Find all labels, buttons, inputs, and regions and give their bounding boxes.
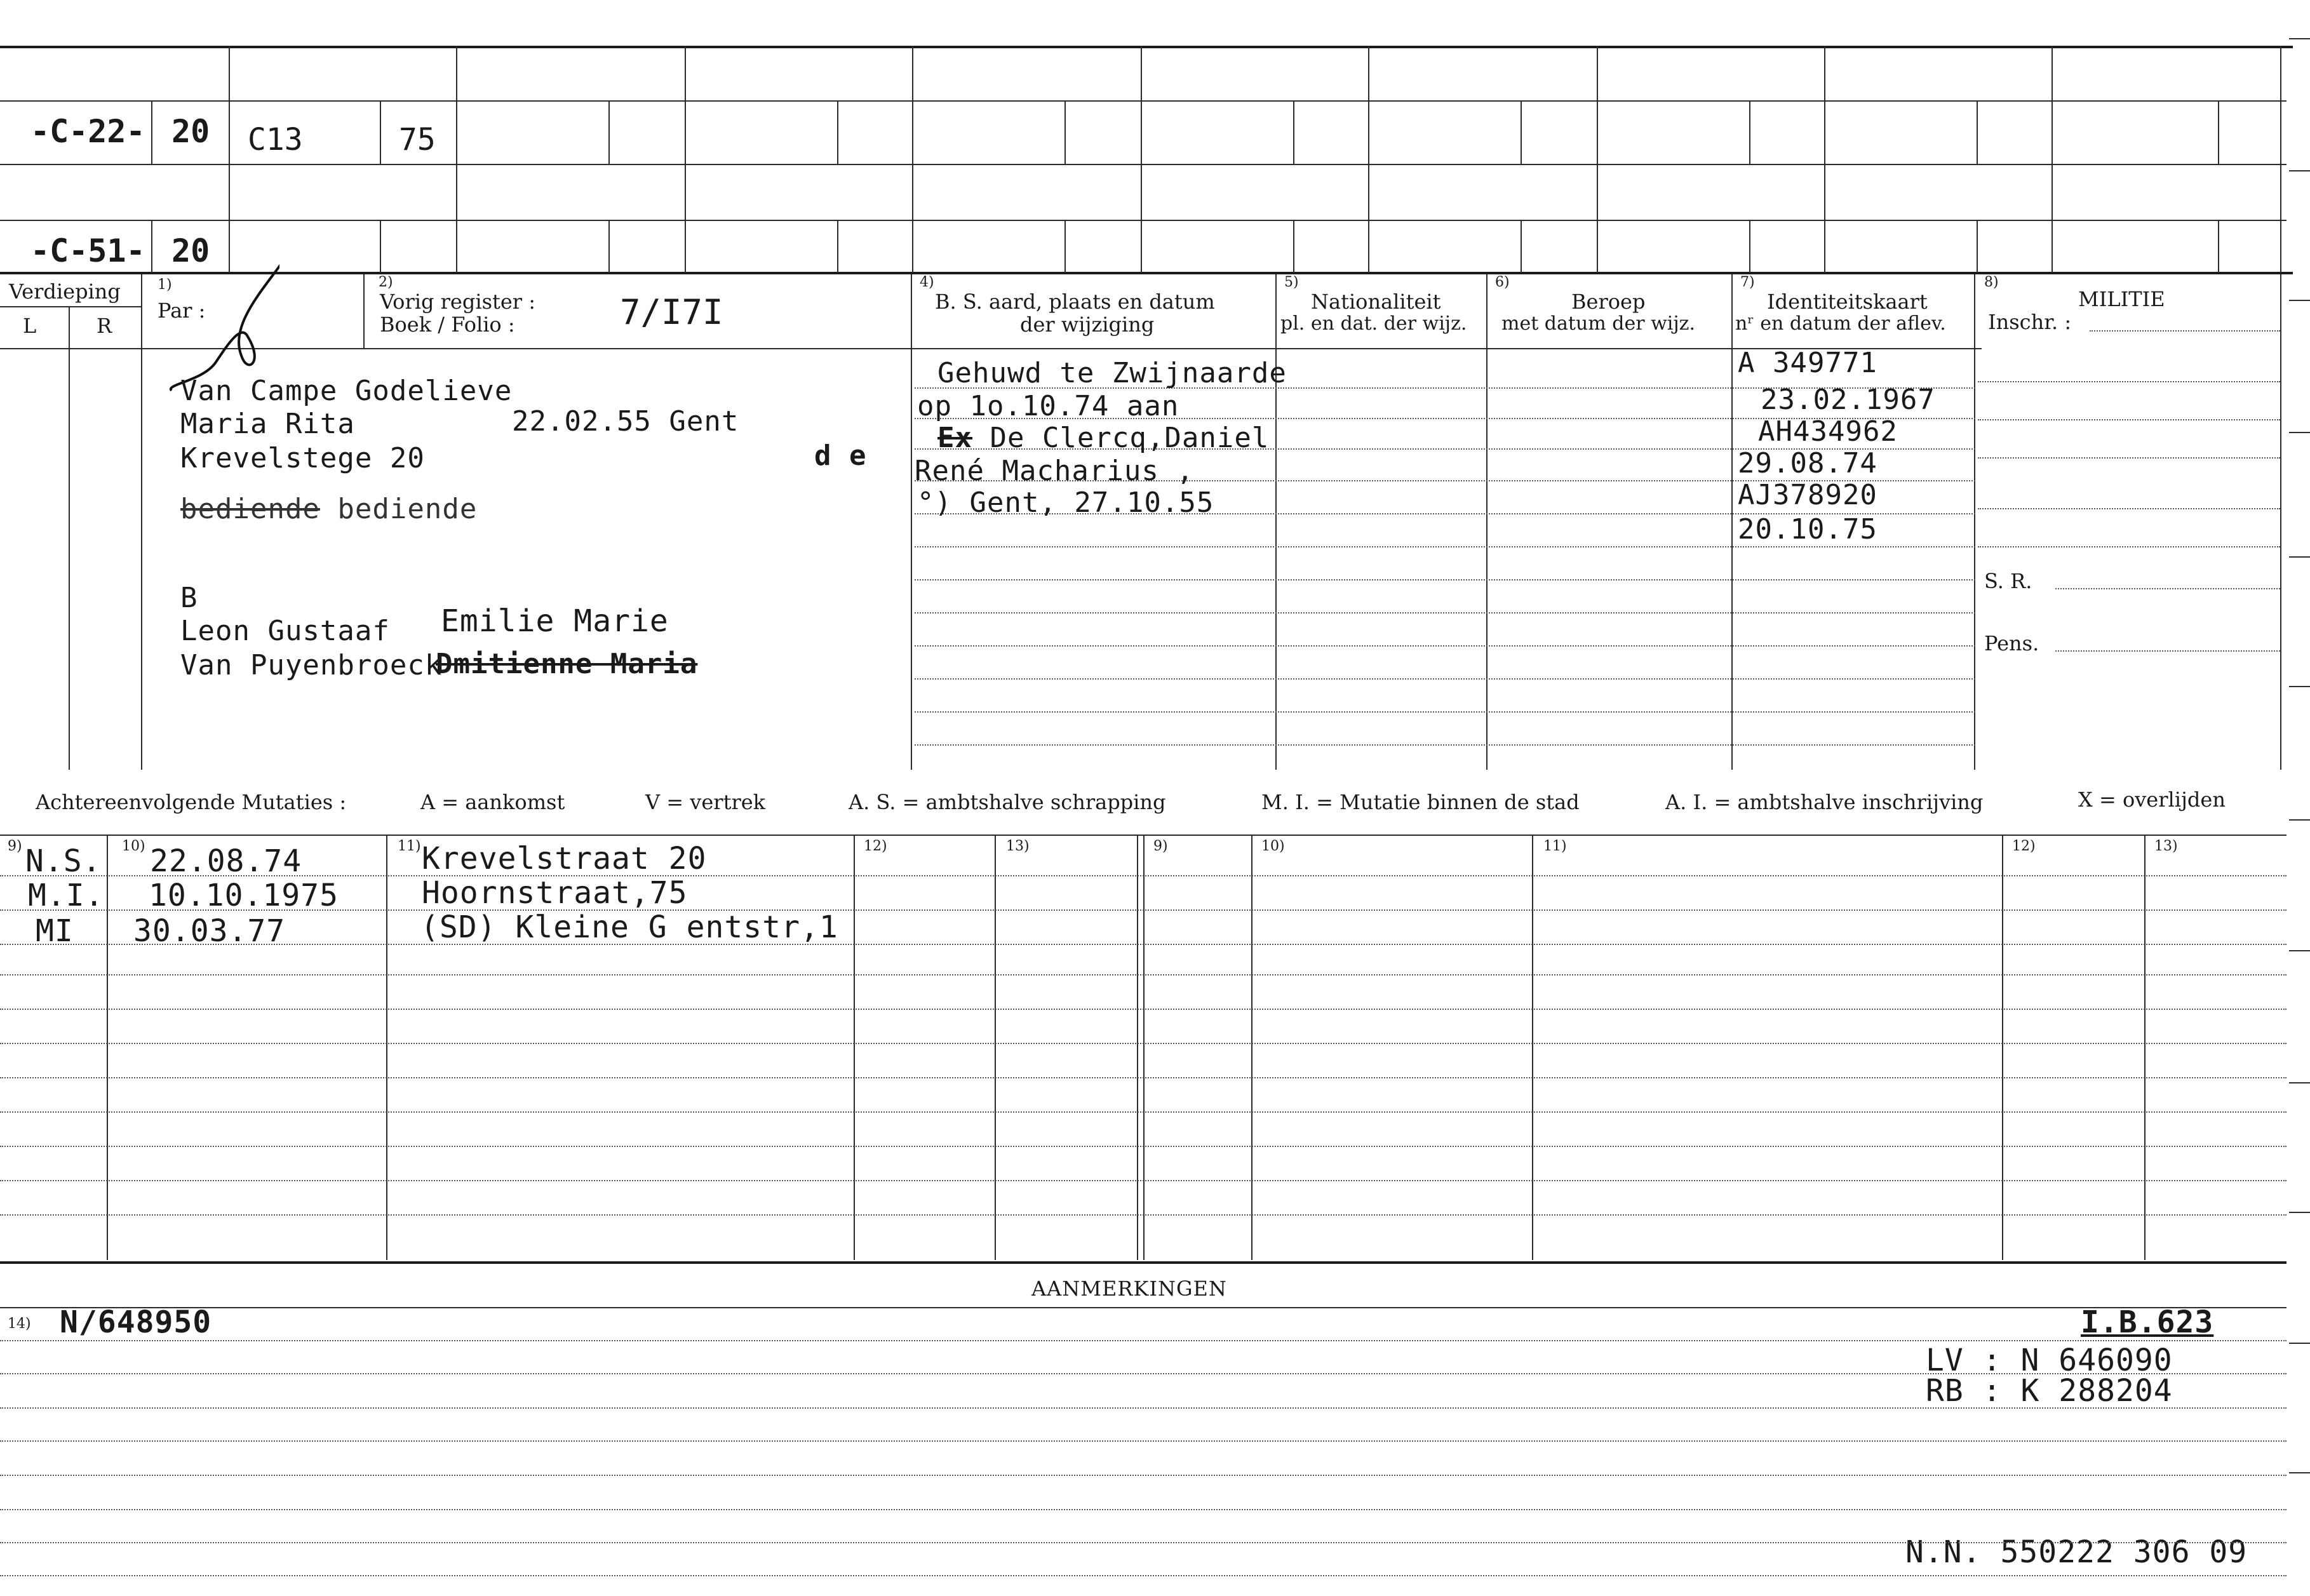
col-header-bottom-line [0, 348, 1982, 349]
header-row-line-1 [0, 100, 2286, 102]
mutations-col-line [1251, 835, 1252, 1260]
civil-status-line-2: op 1o.10.74 aan [917, 390, 1179, 422]
id-card-2-date: 29.08.74 [1738, 447, 1877, 479]
mutations-col-line [386, 835, 387, 1260]
remarks-line [0, 1509, 2286, 1510]
nationaliteit-label-2: pl. en dat. der wijz. [1280, 312, 1467, 335]
mut-col-12: 12) [864, 838, 887, 854]
father-given-names: Leon Gustaaf [180, 615, 390, 647]
id-card-3-date: 20.10.75 [1738, 513, 1877, 546]
militie-dotted-line [1978, 419, 2280, 420]
remarks-header-line [0, 1307, 2286, 1308]
edge-tick [2289, 38, 2310, 39]
remarks-line [0, 1373, 2286, 1374]
note-7: 7) [1740, 274, 1755, 290]
header-col-line [2280, 46, 2281, 273]
header-col-line [685, 46, 686, 273]
inschr-line [2090, 330, 2280, 332]
mutation-row-line [0, 1180, 2286, 1181]
civil-status-line-3: De Clercq,Daniel [990, 422, 1270, 454]
header-col-line [456, 46, 457, 273]
body-dotted-line [915, 744, 1975, 746]
floor-left-label: L [23, 314, 37, 338]
header-sub-line [2218, 100, 2219, 164]
header-c13: C13 [248, 122, 303, 158]
mutation-row-line [0, 1111, 2286, 1113]
note-5: 5) [1284, 274, 1299, 290]
remarks-lv: LV : N 646090 [1926, 1343, 2173, 1378]
mutations-col-line [107, 835, 108, 1260]
col-line-id [1731, 274, 1733, 770]
edge-tick [2289, 300, 2310, 301]
militie-dotted-line [1978, 457, 2280, 459]
parents-surname: Van Puyenbroeck [180, 649, 443, 681]
mut-col-11b: 11) [1543, 838, 1567, 854]
mutations-col-line [1532, 835, 1533, 1260]
col-line-militie [1974, 274, 1975, 770]
header-sub-line [380, 100, 381, 164]
militie-label: MILITIE [2078, 287, 2165, 311]
mut-col-10: 10) [122, 838, 145, 854]
right-border [2280, 274, 2281, 770]
person-name: Van Campe Godelieve [180, 375, 513, 407]
mutation-2-date: 10.10.1975 [149, 878, 339, 913]
remarks-line [0, 1440, 2286, 1442]
header-bottom-line [0, 272, 2293, 274]
sr-line [2055, 588, 2280, 589]
sr-label: S. R. [1984, 569, 2032, 593]
edge-tick [2289, 1212, 2310, 1213]
header-sub-line [1977, 100, 1978, 164]
header-sub-line [1293, 100, 1294, 164]
header-sub-line [608, 220, 610, 273]
note-2: 2) [379, 274, 393, 290]
note-8: 8) [1984, 274, 1999, 290]
identiteitskaart-label-1: Identiteitskaart [1767, 290, 1928, 314]
mutations-col-line [854, 835, 855, 1260]
person-marker: d e [814, 439, 867, 472]
mutations-col-line [1143, 835, 1145, 1260]
mutation-2-address: Hoornstraat,75 [422, 875, 688, 911]
id-card-2: AH434962 [1758, 415, 1898, 448]
mut-col-13b: 13) [2154, 838, 2178, 854]
header-sub-line [1521, 220, 1522, 273]
struck-profession: bediende [180, 493, 320, 525]
remarks-line [0, 1575, 2286, 1576]
header-col-line [2051, 46, 2053, 273]
header-sub-line [1521, 100, 1522, 164]
legend-x: X = overlijden [2078, 788, 2226, 812]
mutation-row-line [0, 1043, 2286, 1044]
body-dotted-line [915, 546, 1975, 547]
mutation-row-line [0, 974, 2286, 976]
parents-b-label: B [180, 582, 198, 614]
legend-ai: A. I. = ambtshalve inschrijving [1665, 790, 1984, 814]
header-sub-line [1064, 220, 1066, 273]
edge-tick [2289, 950, 2310, 951]
header-sub-line [1749, 220, 1750, 273]
edge-tick [2289, 1082, 2310, 1083]
civil-status-line-3-wrap [937, 422, 1269, 454]
col-line-bs [911, 274, 912, 770]
col-line-vorig [363, 274, 365, 348]
note-1: 1) [158, 277, 172, 293]
remarks-line [0, 1407, 2286, 1409]
header-sub-line [837, 100, 838, 164]
edge-tick [2289, 1472, 2310, 1473]
legend-mi: M. I. = Mutatie binnen de stad [1261, 790, 1580, 814]
floor-right-label: R [97, 314, 112, 338]
mutation-row-line [0, 1009, 2286, 1010]
top-border [0, 46, 2293, 48]
floor-divider [69, 306, 70, 770]
remarks-nn: N.N. 550222 306 09 [1905, 1534, 2248, 1570]
header-sub-line [1064, 100, 1066, 164]
inschr-label: Inschr. : [1988, 310, 2072, 334]
person-birth: 22.02.55 Gent [512, 405, 739, 438]
header-code-2: -C-51- [30, 232, 145, 269]
note-4: 4) [920, 274, 934, 290]
profession: bediende [337, 493, 478, 525]
remarks-top-line [0, 1261, 2286, 1264]
militie-dotted-line [1978, 546, 2280, 547]
note-6: 6) [1495, 274, 1510, 290]
body-dotted-line [915, 711, 1975, 713]
mutation-1-date: 22.08.74 [150, 843, 302, 879]
mutations-col-line [995, 835, 996, 1260]
struck-mother-name: Dmitienne Maria [436, 648, 698, 680]
mutation-row-line [0, 1077, 2286, 1078]
nationaliteit-label-1: Nationaliteit [1311, 290, 1441, 314]
header-sub-line [1293, 220, 1294, 273]
mut-col-13: 13) [1006, 838, 1030, 854]
header-num-2: 20 [171, 232, 210, 269]
mutation-2-type: M.I. [28, 878, 104, 913]
edge-tick [2289, 819, 2310, 821]
header-col-line [229, 46, 230, 273]
person-given-names: Maria Rita [180, 408, 355, 440]
edge-tick [2289, 432, 2310, 433]
body-dotted-line [915, 579, 1975, 580]
note-14: 14) [8, 1316, 31, 1332]
header-col-line [1824, 46, 1825, 273]
mother-given-names: Emilie Marie [441, 603, 669, 639]
mutation-row-line [0, 909, 2286, 911]
remarks-rb: RB : K 288204 [1926, 1373, 2173, 1409]
remarks-line [0, 1542, 2286, 1543]
pens-label: Pens. [1984, 631, 2039, 655]
remarks-title: AANMERKINGEN [1031, 1277, 1227, 1301]
edge-tick [2289, 170, 2310, 171]
body-dotted-line [915, 612, 1975, 614]
mut-col-10b: 10) [1261, 838, 1285, 854]
person-address: Krevelstege 20 [180, 442, 425, 474]
mutations-col-line [2002, 835, 2003, 1260]
col-line-beroep [1486, 274, 1487, 770]
militie-dotted-line [1978, 381, 2280, 382]
legend-a: A = aankomst [420, 790, 565, 814]
header-sub-line [837, 220, 838, 273]
header-sub-line [1977, 220, 1978, 273]
boek-folio-label: Boek / Folio : [380, 312, 515, 337]
mutation-1-type: N.S. [25, 843, 102, 879]
body-dotted-line [915, 645, 1975, 647]
identiteitskaart-label-2: nʳ en datum der aflev. [1735, 312, 1946, 335]
remarks-line [0, 1475, 2286, 1476]
mutations-col-line [1137, 835, 1138, 1260]
mutation-3-address: (SD) Kleine G entstr,1 [420, 909, 838, 945]
verdieping-label: Verdieping [9, 279, 121, 304]
header-sub-line [380, 220, 381, 273]
header-sub-line [1749, 100, 1750, 164]
mutation-3-date: 30.03.77 [133, 913, 286, 949]
id-card-1: A 349771 [1738, 347, 1877, 379]
mutation-row-line [0, 1214, 2286, 1216]
mutations-col-line [2144, 835, 2145, 1260]
header-col-line [912, 46, 913, 273]
mutation-row-line [0, 944, 2286, 945]
header-75: 75 [399, 122, 436, 158]
beroep-label-2: met datum der wijz. [1501, 312, 1695, 335]
civil-status-line-1: Gehuwd te Zwijnaarde [937, 357, 1287, 389]
bs-label-2: der wijziging [1020, 312, 1155, 337]
remarks-number: N/648950 [60, 1304, 212, 1340]
edge-tick [2289, 1343, 2310, 1344]
civil-status-line-4: René Macharius , [915, 455, 1194, 487]
edge-tick [2289, 686, 2310, 687]
header-row-line-3 [0, 220, 2286, 221]
remarks-line [0, 1340, 2286, 1341]
header-sub-line [2218, 220, 2219, 273]
mutations-legend-title: Achtereenvolgende Mutaties : [36, 790, 347, 814]
header-num-1: 20 [171, 113, 210, 150]
header-sub-line [608, 100, 610, 164]
vorig-register-label: Vorig register : [380, 290, 536, 314]
verdieping-line [0, 306, 141, 307]
mut-col-11: 11) [398, 838, 421, 854]
mutation-row-line [0, 1146, 2286, 1147]
header-col-line [1597, 46, 1598, 273]
legend-v: V = vertrek [645, 790, 766, 814]
body-dotted-line [915, 678, 1975, 680]
beroep-label-1: Beroep [1571, 290, 1646, 314]
mut-col-9b: 9) [1153, 838, 1168, 854]
col-line-par [141, 274, 142, 770]
header-col-line [1368, 46, 1369, 273]
header-row-line-2 [0, 164, 2286, 165]
civil-struck-prefix: Ex [937, 422, 972, 454]
civil-status-line-5: °) Gent, 27.10.55 [917, 486, 1214, 519]
mutation-3-type: MI [36, 913, 74, 949]
bs-label-1: B. S. aard, plaats en datum [935, 290, 1215, 314]
legend-as: A. S. = ambtshalve schrapping [849, 790, 1166, 814]
edge-tick [2289, 556, 2310, 558]
pens-line [2055, 650, 2280, 652]
header-sub-line [151, 100, 152, 164]
id-card-1-date: 23.02.1967 [1761, 384, 1935, 416]
par-label: Par : [158, 298, 206, 323]
register-value: 7/I7I [620, 292, 723, 332]
header-col-line [1141, 46, 1142, 273]
mut-col-9: 9) [8, 838, 22, 854]
col-line-nat [1275, 274, 1277, 770]
militie-dotted-line [1978, 508, 2280, 509]
id-card-3: AJ378920 [1738, 479, 1877, 511]
mut-col-12b: 12) [2012, 838, 2036, 854]
remarks-ib: I.B.623 [2081, 1304, 2214, 1340]
header-code-1: -C-22- [30, 113, 145, 150]
mutation-1-address: Krevelstraat 20 [422, 841, 707, 876]
mutation-row-line [0, 875, 2286, 876]
struck-profession-wrap [180, 493, 477, 525]
